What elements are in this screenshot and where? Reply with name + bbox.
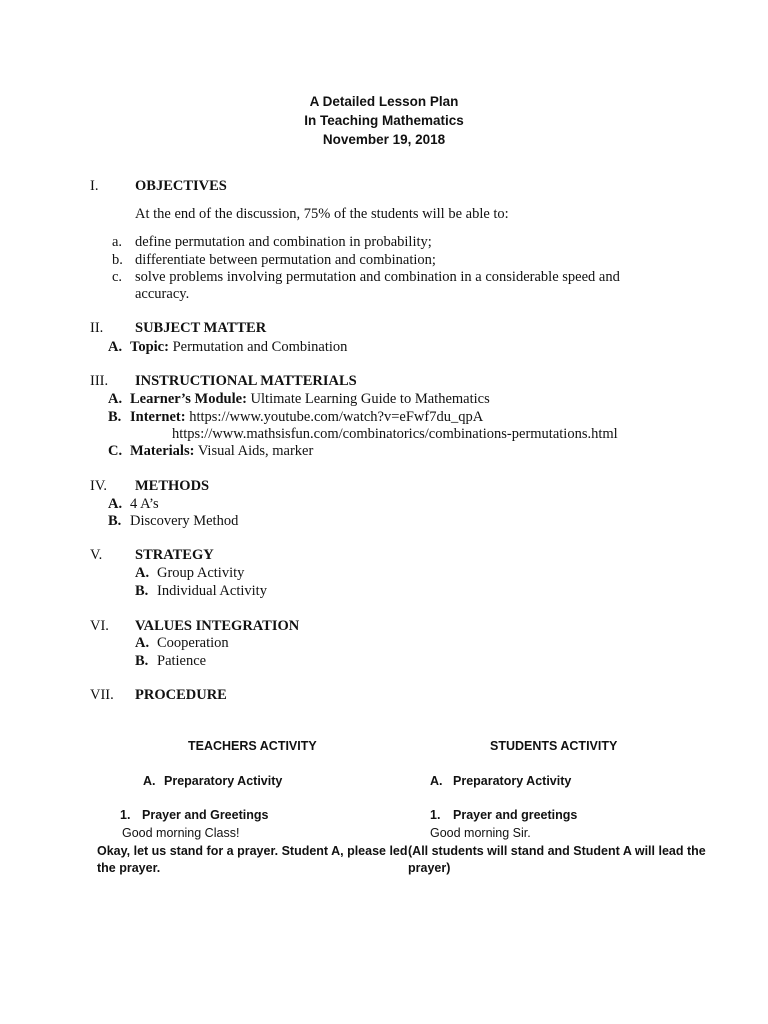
list-marker: A.	[135, 565, 150, 581]
internet-label: Internet	[130, 409, 181, 425]
topic-label: Topic	[130, 339, 165, 355]
subject-matter-heading: SUBJECT MATTER	[135, 320, 267, 336]
teachers-activity-heading: TEACHERS ACTIVITY	[188, 739, 317, 753]
internet-line: Internet: https://www.youtube.com/watch?v=eFwf7du_qpA	[130, 409, 484, 425]
list-marker: A.	[430, 774, 443, 788]
internet-link-youtube[interactable]: https://www.youtube.com/watch?v=eFwf7du_qpA	[189, 409, 484, 425]
methods-heading: METHODS	[135, 478, 210, 494]
strategy-item: Individual Activity	[157, 583, 267, 599]
section-number: VI.	[90, 618, 109, 634]
teacher-line: Okay, let us stand for a prayer. Student A, please led	[97, 844, 408, 858]
objective-item: define permutation and combination in probability;	[135, 234, 432, 250]
list-marker: A.	[108, 339, 123, 355]
materials-line: Materials: Visual Aids, marker	[130, 443, 314, 459]
doc-title: A Detailed Lesson Plan	[309, 94, 459, 109]
value-item: Patience	[157, 653, 207, 669]
doc-date: November 19, 2018	[322, 132, 446, 147]
internet-link-mathsisfun[interactable]: https://www.mathsisfun.com/combinatorics/combinations-permutations.html	[172, 426, 618, 442]
teacher-line: Good morning Class!	[122, 826, 240, 840]
student-line: Good morning Sir.	[430, 826, 531, 840]
list-marker: B.	[108, 409, 122, 425]
doc-subtitle: In Teaching Mathematics	[304, 113, 464, 128]
list-marker: 1.	[120, 808, 131, 822]
section-number: I.	[90, 178, 99, 194]
teacher-line: the prayer.	[97, 861, 161, 875]
method-item: Discovery Method	[130, 513, 239, 529]
objective-item: solve problems involving permutation and combination in a considerable speed and	[135, 269, 620, 285]
list-marker: A.	[108, 496, 123, 512]
materials-label: Materials	[130, 443, 190, 459]
strategy-item: Group Activity	[157, 565, 245, 581]
value-item: Cooperation	[157, 635, 229, 651]
teacher-prayer-greetings: Prayer and Greetings	[142, 808, 269, 822]
materials-heading: INSTRUCTIONAL MATTERIALS	[135, 373, 357, 389]
objective-item-continued: accuracy.	[135, 286, 190, 302]
method-item: 4 A’s	[130, 496, 159, 512]
section-number: VII.	[90, 687, 114, 703]
procedure-heading: PROCEDURE	[135, 687, 227, 703]
teacher-preparatory-activity: Preparatory Activity	[164, 774, 283, 788]
list-marker: b.	[112, 252, 123, 268]
section-number: II.	[90, 320, 104, 336]
topic-value: Permutation and Combination	[172, 339, 348, 355]
section-number: IV.	[90, 478, 108, 494]
list-marker: A.	[143, 774, 156, 788]
objective-item: differentiate between permutation and combination;	[135, 252, 436, 268]
section-number: III.	[90, 373, 109, 389]
strategy-heading: STRATEGY	[135, 547, 214, 563]
list-marker: 1.	[430, 808, 441, 822]
student-line: prayer)	[408, 861, 451, 875]
list-marker: C.	[108, 443, 123, 459]
student-preparatory-activity: Preparatory Activity	[453, 774, 572, 788]
student-prayer-greetings: Prayer and greetings	[453, 808, 578, 822]
list-marker: c.	[112, 269, 123, 285]
module-value: Ultimate Learning Guide to Mathematics	[250, 391, 490, 407]
materials-value: Visual Aids, marker	[197, 443, 314, 459]
list-marker: B.	[135, 583, 149, 599]
section-number: V.	[90, 547, 103, 563]
list-marker: a.	[112, 234, 123, 250]
list-marker: B.	[108, 513, 122, 529]
student-line: (All students will stand and Student A will lead the	[408, 844, 706, 858]
list-marker: A.	[135, 635, 150, 651]
module-label: Learner’s Module	[130, 391, 243, 407]
objectives-intro: At the end of the discussion, 75% of the students will be able to:	[135, 206, 509, 222]
topic-line: Topic: Permutation and Combination	[130, 339, 348, 355]
list-marker: A.	[108, 391, 123, 407]
objectives-heading: OBJECTIVES	[135, 178, 227, 194]
module-line: Learner’s Module: Ultimate Learning Guide to Mathematics	[130, 391, 490, 407]
students-activity-heading: STUDENTS ACTIVITY	[490, 739, 618, 753]
values-heading: VALUES INTEGRATION	[135, 618, 300, 634]
list-marker: B.	[135, 653, 149, 669]
